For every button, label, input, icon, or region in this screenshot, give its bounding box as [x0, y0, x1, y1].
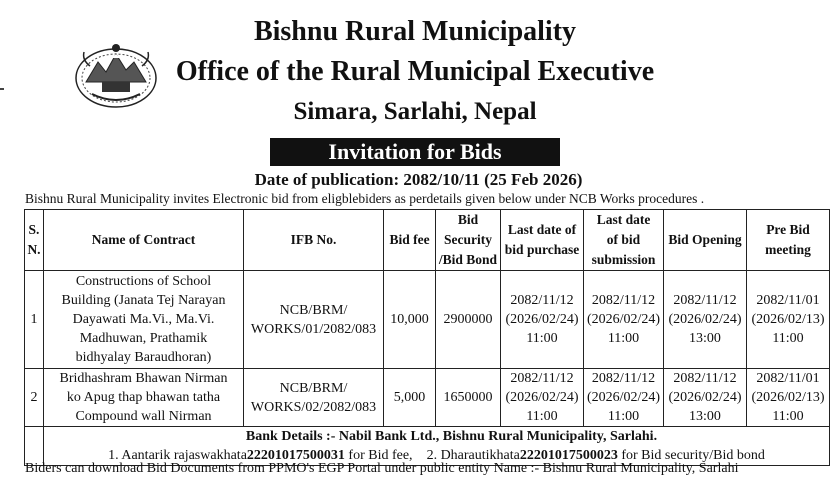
header-ifb: IFB No. [244, 210, 384, 271]
header-purchase: Last date of bid purchase [501, 210, 584, 271]
row-fee: 5,000 [384, 369, 436, 427]
row-opening: 2082/11/12 (2026/02/24) 13:00 [664, 271, 747, 369]
header-fee: Bid fee [384, 210, 436, 271]
edge-mark [0, 88, 4, 90]
row-sn: 1 [25, 271, 44, 369]
office-address: Simara, Sarlahi, Nepal [293, 98, 537, 125]
row-opening: 2082/11/12 (2026/02/24) 13:00 [664, 369, 747, 427]
header-contract: Name of Contract [44, 210, 244, 271]
footer-note: Biders can download Bid Documents from PPMO's EGP Portal under public entity Name :- Bishnu Rural Municipality, Sarlahi [25, 461, 739, 476]
bids-table [24, 209, 830, 466]
row-security: 1650000 [436, 369, 501, 427]
bank-details [44, 427, 830, 466]
row-fee: 10,000 [384, 271, 436, 369]
table-row [25, 369, 830, 427]
header-opening: Bid Opening [664, 210, 747, 271]
row-submission: 2082/11/12 (2026/02/24) 11:00 [584, 369, 664, 427]
row-ifb: NCB/BRM/ WORKS/02/2082/083 [244, 369, 384, 427]
bank-details-line: Bank Details :- Nabil Bank Ltd., Bishnu Rural Municipality, Sarlahi. [245, 429, 658, 444]
publication-date: Date of publication: 2082/10/11 (25 Feb 2026) [254, 170, 583, 189]
row-prebid: 2082/11/01 (2026/02/13) 11:00 [747, 271, 830, 369]
header-submission: Last date of bid submission [584, 210, 664, 271]
deposit-account-number: 22201017500023 [519, 448, 618, 463]
bank-details-row [25, 427, 830, 466]
table-row [25, 271, 830, 369]
row-submission: 2082/11/12 (2026/02/24) 11:00 [584, 271, 664, 369]
intro-text: Bishnu Rural Municipality invites Electronic bid from eligblebiders as perdetails given below under NCB Works procedures . [25, 191, 705, 206]
table-header-row [25, 210, 830, 271]
header-sn: S. N. [25, 210, 44, 271]
row-purchase: 2082/11/12 (2026/02/24) 11:00 [501, 271, 584, 369]
header-prebid: Pre Bid meeting [747, 210, 830, 271]
row-purchase: 2082/11/12 (2026/02/24) 11:00 [501, 369, 584, 427]
office-name: Office of the Rural Municipal Executive [175, 56, 655, 87]
row-ifb: NCB/BRM/ WORKS/01/2082/083 [244, 271, 384, 369]
row-security: 2900000 [436, 271, 501, 369]
municipality-name: Bishnu Rural Municipality [253, 16, 577, 47]
row-contract: Bridhashram Bhawan Nirman ko Apug thap bhawan tatha Compound wall Nirman [44, 369, 244, 427]
row-contract: Constructions of School Building (Janata Tej Narayan Dayawati Ma.Vi., Ma.Vi. Madhuwan, Prathamik bidhyalay Baraudhoran) [44, 271, 244, 369]
header-security: Bid Security /Bid Bond [436, 210, 501, 271]
nepal-emblem-icon [72, 40, 160, 110]
bank-accounts-line: 1. Aantarik rajaswakhata22201017500031 for Bid fee, 2. Dharautikhata22201017500023 for Bid security/Bid bond [108, 448, 765, 463]
revenue-account-number: 22201017500031 [246, 448, 345, 463]
row-sn: 2 [25, 369, 44, 427]
row-prebid: 2082/11/01 (2026/02/13) 11:00 [747, 369, 830, 427]
notice-title-banner: Invitation for Bids [270, 138, 560, 166]
